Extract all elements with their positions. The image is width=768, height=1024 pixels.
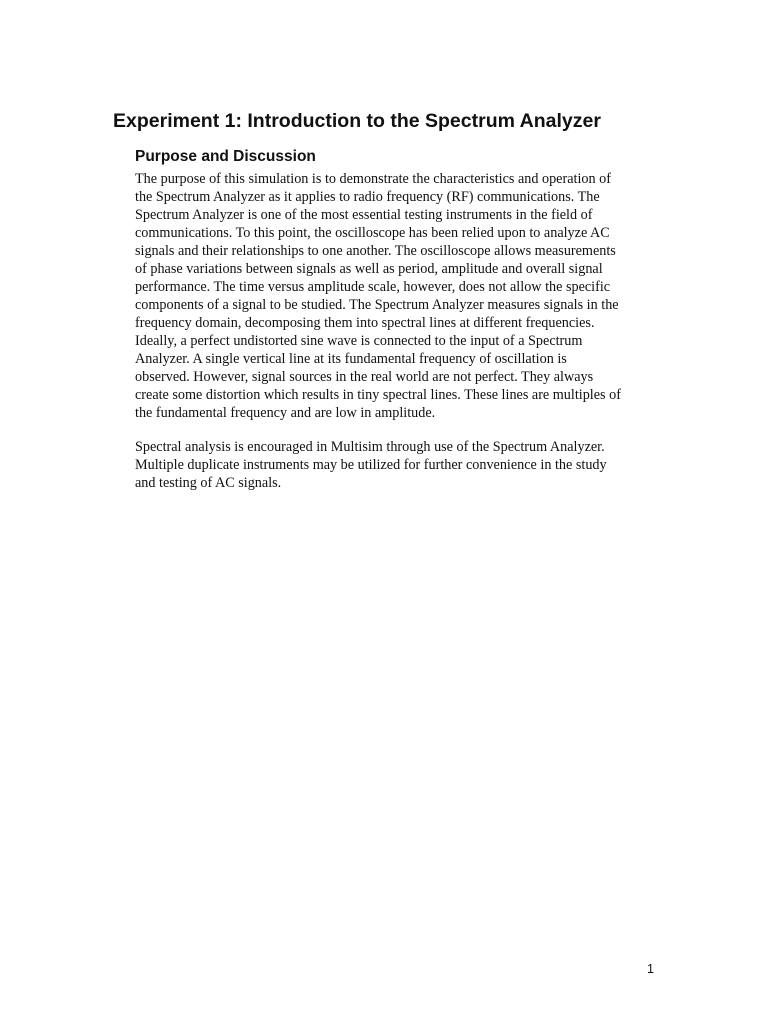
paragraph-line: Analyzer. A single vertical line at its fundamental frequency of oscillation is	[135, 351, 567, 367]
paragraph-line: components of a signal to be studied. The Spectrum Analyzer measures signals in the	[135, 297, 619, 313]
paragraph-line: Spectral analysis is encouraged in Multisim through use of the Spectrum Analyzer.	[135, 439, 605, 455]
paragraph-line: and testing of AC signals.	[135, 475, 282, 491]
paragraph-line: communications. To this point, the oscilloscope has been relied upon to analyze AC	[135, 225, 610, 241]
paragraph-line: the fundamental frequency and are low in amplitude.	[135, 405, 436, 421]
paragraph-spectral-analysis	[135, 438, 665, 492]
page-number: 1	[647, 962, 654, 976]
paragraph-line: signals and their relationships to one another. The oscilloscope allows measurements	[135, 243, 616, 259]
paragraph-line: of phase variations between signals as well as period, amplitude and overall signal	[135, 261, 603, 277]
paragraph-line: Multiple duplicate instruments may be utilized for further convenience in the study	[135, 457, 607, 473]
paragraph-line: Ideally, a perfect undistorted sine wave is connected to the input of a Spectrum	[135, 333, 583, 349]
paragraph-line: frequency domain, decomposing them into spectral lines at different frequencies.	[135, 315, 595, 331]
paragraph-line: The purpose of this simulation is to demonstrate the characteristics and operation of	[135, 171, 611, 187]
paragraph-line: create some distortion which results in tiny spectral lines. These lines are multiples of	[135, 387, 621, 403]
page-title: Experiment 1: Introduction to the Spectrum Analyzer	[113, 110, 601, 132]
paragraph-line: Spectrum Analyzer is one of the most essential testing instruments in the field of	[135, 207, 593, 223]
paragraph-line: performance. The time versus amplitude scale, however, does not allow the specific	[135, 279, 611, 295]
paragraph-line: the Spectrum Analyzer as it applies to radio frequency (RF) communications. The	[135, 189, 600, 205]
section-heading: Purpose and Discussion	[135, 148, 316, 165]
paragraph-line: observed. However, signal sources in the real world are not perfect. They always	[135, 369, 594, 385]
paragraph-purpose	[135, 170, 665, 422]
